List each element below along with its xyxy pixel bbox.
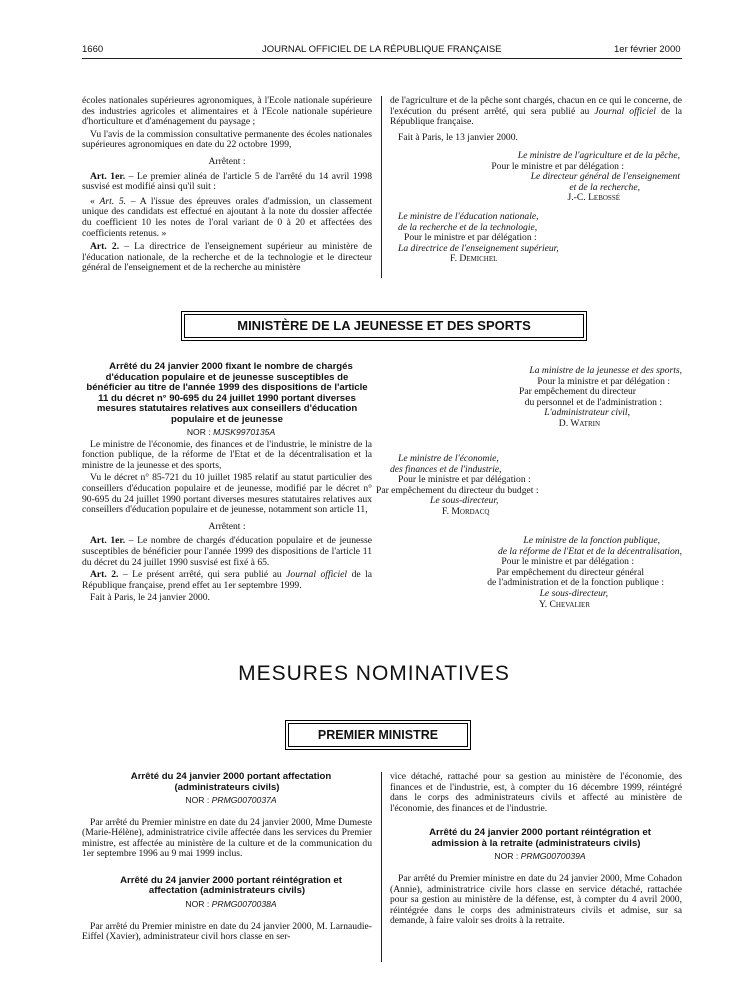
signatory-delegation: de l'administration et de la fonction publique : <box>487 577 664 589</box>
signatory-delegation: Pour le ministre et par délégation : <box>398 474 531 486</box>
article-label: Art. 1er. <box>90 170 126 182</box>
nor-code: PRMG0070039A <box>520 851 586 862</box>
signatory-name: J.-C. Lebossé <box>567 192 620 204</box>
signatory-delegation: Pour le ministre et par délégation : <box>491 160 624 172</box>
header-rule <box>82 58 682 59</box>
signatory-role: de la recherche et de la technologie, <box>398 221 538 233</box>
column-divider <box>381 772 382 962</box>
signatory-delegation: du personnel et de l'administration : <box>524 396 662 408</box>
paragraph: vice détaché, rattaché pour sa gestion au ministère de l'économie, des finances et de l'industrie, est, à compter du 16 décembre 1999, réintégré dans le corps des administrateurs civils et affecté au ministère de l'économie, des finances et de l'industrie. <box>390 771 682 814</box>
signature-block-4 <box>376 453 680 518</box>
page-number: 1660 <box>82 44 104 55</box>
signatory-role: de la réforme de l'Etat et de la décentralisation, <box>497 545 682 557</box>
article-2 <box>82 570 372 591</box>
nor-label: NOR : <box>185 898 212 909</box>
ministry-heading-box <box>181 311 587 341</box>
nor-code: PRMG0070037A <box>211 795 277 805</box>
top-right-column <box>390 96 682 145</box>
nor-reference <box>82 427 372 438</box>
nor-label: NOR : <box>186 427 214 437</box>
arretent: Arrêtent : <box>208 155 246 167</box>
nor-label: NOR : <box>494 851 521 862</box>
pm-right-column <box>390 772 682 929</box>
pm-left-column <box>82 772 372 945</box>
nor-code: MJSK9970135A <box>213 427 276 437</box>
signatory-title: et de la recherche, <box>569 181 640 193</box>
signatory-delegation: Par empêchement du directeur du budget : <box>376 484 539 496</box>
paragraph: Par arrêté du Premier ministre en date du 24 janvier 2000, Mme Dumeste (Marie-Hélène), administratrice civile affectée dans les services du Premier ministre, est affectée au ministère de la culture et de la communication du 1er septembre 1996 au 9 mai 1999 inclus. <box>82 816 372 860</box>
top-left-column <box>82 96 372 276</box>
paragraph: Le ministre de l'économie, des finances et de l'industrie, le ministre de la fonction publique, de la réforme de l'Etat et de la décentralisation et la ministre de la jeunesse et des sports, <box>82 438 372 471</box>
signatory-delegation: Par empêchement du directeur <box>519 386 636 398</box>
signature-block-5 <box>392 536 682 610</box>
signatory-delegation: Pour la ministre et par délégation : <box>537 375 670 387</box>
signatory-name: D. Watrin <box>558 417 600 429</box>
nor-reference <box>82 899 372 910</box>
signatory-role: Le ministre de l'éducation nationale, <box>398 211 539 222</box>
signatory-name: F. Mordacq <box>442 505 490 517</box>
article-text: – Le nombre de chargés d'éducation populaire et de jeunesse susceptibles de bénéficier pour l'année 1999 des dispositions de l'article 11 du décret du 24 juillet 1990 susvisé est fixé à 65. <box>82 535 372 568</box>
article-text: – Le premier alinéa de l'article 5 de l'arrêté du 14 avril 1998 susvisé est modifié ainsi qu'il suit : <box>82 170 372 193</box>
paragraph: Vu l'avis de la commission consultative permanente des écoles nationales supérieures agronomiques en date du 22 octobre 1999, <box>82 128 372 151</box>
article-label: Art. 2. <box>90 241 120 253</box>
signatory-delegation: Pour le ministre et par délégation : <box>404 232 537 244</box>
article-text: de la République française, prend effet au 1er septembre 1999. <box>82 569 373 591</box>
article-2 <box>82 242 372 274</box>
arrete-title: Arrêté du 24 janvier 2000 portant réintégration et admission à la retraite (administrateurs civils) <box>429 827 651 849</box>
signatory-title: Le sous-directeur, <box>430 495 499 507</box>
signatory-role: des finances et de l'industrie, <box>390 463 502 475</box>
fait-a-paris: Fait à Paris, le 24 janvier 2000. <box>90 592 210 604</box>
arrete-title: Arrêté du 24 janvier 2000 fixant le nombre de chargés d'éducation populaire et de jeunesse susceptibles de bénéficier au titre de l'année 1999 des dispositions de l'article 11 du décret n° 90-695 du 24 juillet 1990 portant diverses mesures statutaires relatives aux conseillers d'éducation populaire et de jeunesse <box>86 361 368 425</box>
arrete-title: Arrêté du 24 janvier 2000 portant réintégration et affectation (administrateurs civils) <box>120 874 342 897</box>
nor-reference <box>390 851 682 862</box>
article-label: Art. 5. <box>99 195 127 207</box>
column-divider <box>381 96 382 278</box>
ministry-heading: MINISTÈRE DE LA JEUNESSE ET DES SPORTS <box>184 314 584 338</box>
signatory-role: Le ministre de la fonction publique, <box>523 535 660 546</box>
text-italic: Journal officiel <box>286 569 348 581</box>
article-label: Art. 1er. <box>90 535 126 547</box>
article-text: – A l'issue des épreuves orales d'admission, un classement unique des candidats est effectué en ajoutant à la note du dossier affectée du coefficient 10 les notes de l'oral variant de 0 à 20 et affectées des coefficients retenus. » <box>82 195 372 239</box>
fait-a-paris: Fait à Paris, le 13 janvier 2000. <box>398 131 518 143</box>
signature-block-3 <box>392 366 682 430</box>
article-text: – Le présent arrêté, qui sera publié au <box>118 569 287 581</box>
journal-title: JOURNAL OFFICIEL DE LA RÉPUBLIQUE FRANÇAISE <box>262 44 502 55</box>
text: de la République française. <box>390 105 683 128</box>
nor-code: PRMG0070038A <box>211 898 277 909</box>
signatory-delegation: Par empêchement du directeur général <box>496 566 644 578</box>
signatory-title: Le sous-directeur, <box>539 587 608 599</box>
signatory-name: F. Demichel <box>450 253 498 265</box>
signature-block-2 <box>398 212 678 265</box>
page-date: 1er février 2000 <box>614 44 681 55</box>
paragraph: Par arrêté du Premier ministre en date du 24 janvier 2000, M. Larnaudie-Eiffel (Xavier), administrateur civil hors classe en ser- <box>82 920 372 943</box>
signatory-role: La ministre de la jeunesse et des sports, <box>529 365 682 376</box>
paragraph: écoles nationales supérieures agronomiques, à l'Ecole nationale supérieure des industries agricoles et alimentaires et à l'Ecole nationale supérieure d'horticulture et d'aménagement du paysage ; <box>82 95 372 128</box>
paragraph: Par arrêté du Premier ministre en date du 24 janvier 2000, Mme Cohadon (Annie), administratrice civile hors classe en service détaché, rattachée pour sa gestion au ministère de la défense, est, à compter du 4 avril 2000, réintégrée dans le corps des administrateurs civils et admise, sur sa demande, à faire valoir ses droits à la retraite. <box>390 872 682 927</box>
article-1 <box>82 536 372 568</box>
article-text: – La directrice de l'enseignement supérieur au ministère de l'éducation nationale, de la recherche et de la technologie et le directeur général de l'enseignement et de la recherche au ministère <box>82 241 372 274</box>
quote-open: « <box>90 195 100 207</box>
article-5-quote <box>82 197 372 239</box>
text: de l'agriculture et de la pêche sont chargés, chacun en ce qui le concerne, de l'exécution du présent arrêté, qui sera publié au <box>390 95 682 117</box>
premier-ministre-heading: PREMIER MINISTRE <box>288 723 468 747</box>
signatory-role: Le ministre de l'économie, <box>398 453 499 464</box>
premier-ministre-box <box>285 720 471 750</box>
signatory-title: La directrice de l'enseignement supérieur, <box>398 242 559 254</box>
signatory-role: Le ministre de l'agriculture et de la pêche, <box>517 150 680 161</box>
signatory-title: Le directeur général de l'enseignement <box>530 171 680 183</box>
signature-block-1 <box>400 151 680 204</box>
text-italic: Journal officiel <box>594 105 656 117</box>
section-title: MESURES NOMINATIVES <box>238 662 510 685</box>
paragraph <box>390 96 682 128</box>
paragraph: Vu le décret n° 85-721 du 10 juillet 1985 relatif au statut particulier des conseillers d'éducation populaire et de jeunesse, modifié par le décret n° 90-695 du 24 juillet 1990 portant diverses mesures statutaires relatives aux conseillers d'éducation populaire et de jeunesse, notamment son article 11, <box>82 472 372 516</box>
arretent: Arrêtent : <box>208 520 246 532</box>
article-label: Art. 2. <box>90 569 119 581</box>
article-1 <box>82 172 372 193</box>
arrete-title: Arrêté du 24 janvier 2000 portant affectation (administrateurs civils) <box>130 771 332 793</box>
nor-label: NOR : <box>185 795 212 805</box>
signatory-title: L'administrateur civil, <box>544 407 630 419</box>
signatory-delegation: Pour le ministre et par délégation : <box>501 556 634 568</box>
jeunesse-left-column <box>82 362 372 606</box>
signatory-name: Y. Chevalier <box>539 598 590 610</box>
nor-reference <box>82 795 372 806</box>
